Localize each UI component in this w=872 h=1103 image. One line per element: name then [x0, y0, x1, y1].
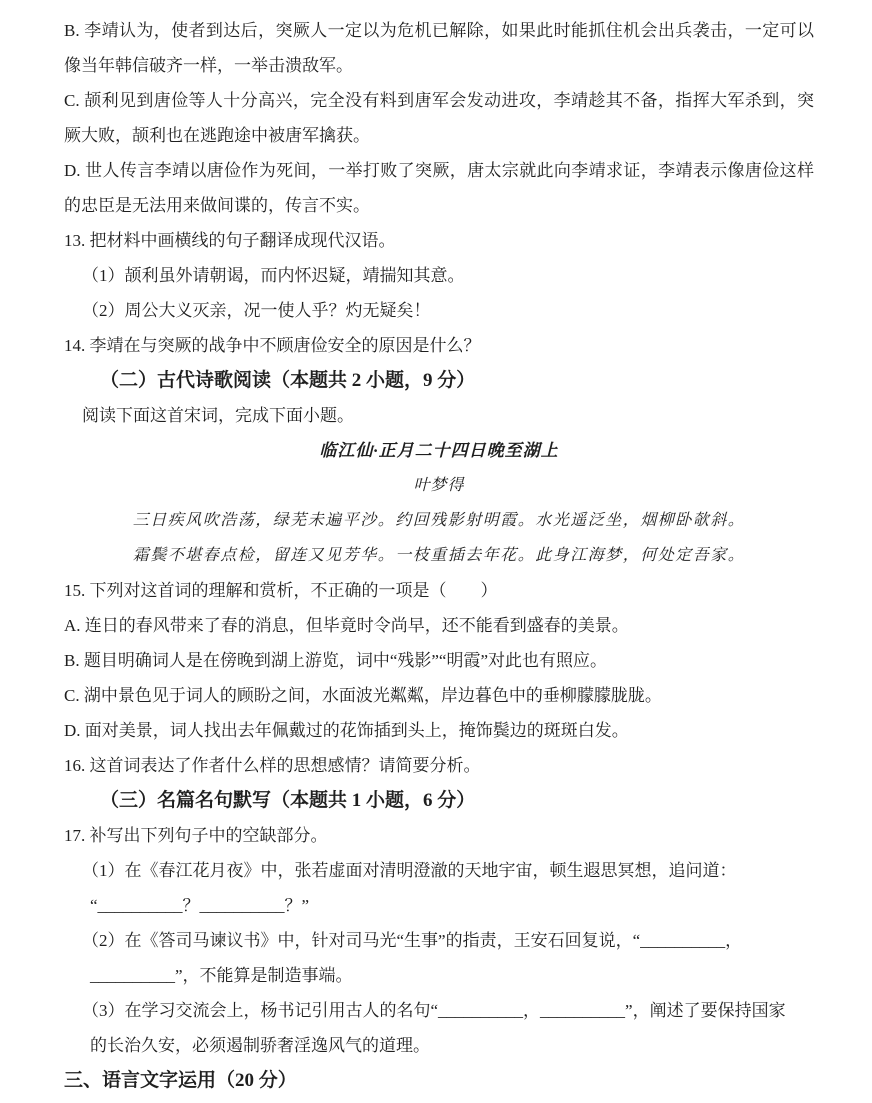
poem-line-1: 三日疾风吹浩荡，绿芜未遍平沙。约回残影射明霞。水光遥泛坐，烟柳卧欹斜。 — [132, 512, 746, 529]
option-15-c: C. 湖中景色见于词人的顾盼之间，水面波光粼粼，岸边暮色中的垂柳朦朦胧胧。 — [64, 686, 662, 705]
option-15-b: B. 题目明确词人是在傍晚到湖上游览，词中“残影”“明霞”对此也有照应。 — [64, 651, 608, 670]
question-17: 17. 补写出下列句子中的空缺部分。 — [64, 826, 328, 845]
question-17-item-1: （1）在《春江花月夜》中，张若虚面对清明澄澈的天地宇宙，顿生遐思冥想，追问道： — [82, 861, 737, 880]
poem-title: 临江仙·正月二十四日晚至湖上 — [319, 441, 559, 460]
poem-author: 叶梦得 — [413, 477, 465, 494]
option-15-d: D. 面对美景，词人找出去年佩戴过的花饰插到头上，掩饰鬓边的斑斑白发。 — [64, 721, 629, 740]
option-12-b: B. 李靖认为，使者到达后，突厥人一定以为危机已解除，如果此时能抓住机会出兵袭击，一定可以像当年韩信破齐一样，一举击溃敌军。 — [64, 21, 814, 75]
question-14: 14. 李靖在与突厥的战争中不顾唐俭安全的原因是什么？ — [64, 336, 481, 355]
question-13: 13. 把材料中画横线的句子翻译成现代汉语。 — [64, 231, 396, 250]
question-17-item-2: （2）在《答司马谏议书》中，针对司马光“生事”的指责，王安石回复说，“__________， — [82, 931, 743, 950]
section-2-heading: （二）古代诗歌阅读（本题共 2 小题，9 分） — [100, 370, 476, 391]
poem-intro: 阅读下面这首宋词，完成下面小题。 — [82, 406, 354, 425]
section-iii-heading: 三、语言文字运用（20 分） — [64, 1070, 297, 1091]
question-16: 16. 这首词表达了作者什么样的思想感情？请简要分析。 — [64, 756, 481, 775]
question-15: 15. 下列对这首词的理解和赏析，不正确的一项是（ ） — [64, 581, 498, 600]
question-17-item-3: （3）在学习交流会上，杨书记引用古人的名句“__________，__________”，阐述了要保持国家 — [82, 1001, 786, 1020]
option-15-a: A. 连日的春风带来了春的消息，但毕竟时令尚早，还不能看到盛春的美景。 — [64, 616, 629, 635]
question-17-item-2-cont: __________”，不能算是制造事端。 — [90, 966, 353, 985]
question-17-item-3-cont: 的长治久安，必须遏制骄奢淫逸风气的道理。 — [90, 1036, 430, 1055]
option-12-d: D. 世人传言李靖以唐俭作为死间，一举打败了突厥，唐太宗就此向李靖求证，李靖表示像唐俭这样的忠臣是无法用来做间谍的，传言不实。 — [64, 161, 814, 215]
question-13-item-2: （2）周公大义灭亲，况一使人乎？灼无疑矣！ — [82, 301, 431, 320]
option-12-c: C. 颉利见到唐俭等人十分高兴，完全没有料到唐军会发动进攻，李靖趁其不备，指挥大军杀到，突厥大败，颉利也在逃跑途中被唐军擒获。 — [64, 91, 814, 145]
poem-line-2: 霜鬓不堪春点检，留连又见芳华。一枝重插去年花。此身江海梦，何处定吾家。 — [132, 547, 746, 564]
question-13-item-1: （1）颉利虽外请朝谒，而内怀迟疑，靖揣知其意。 — [82, 266, 465, 285]
section-3-heading: （三）名篇名句默写（本题共 1 小题，6 分） — [100, 790, 476, 811]
question-17-item-1-blanks: “__________？__________？” — [90, 896, 310, 915]
